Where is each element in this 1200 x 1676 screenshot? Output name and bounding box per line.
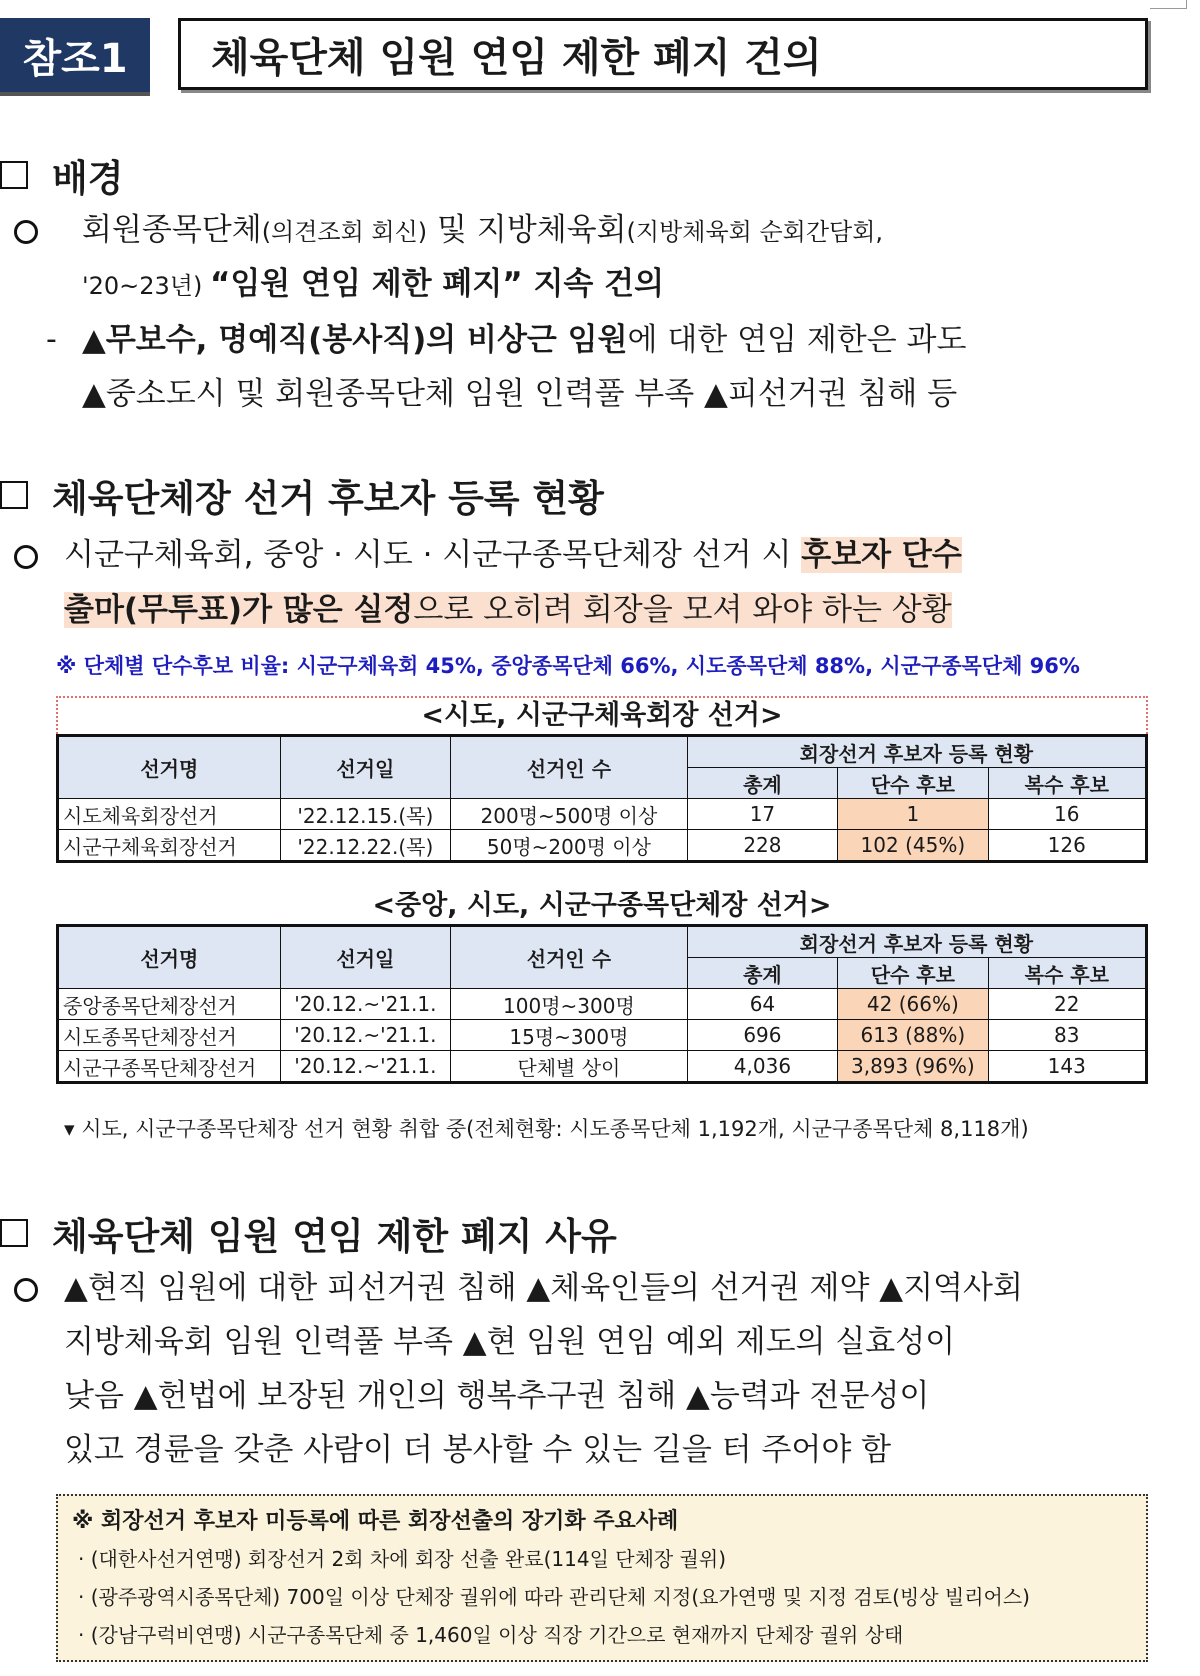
status-para-line1 (64, 533, 962, 577)
col-header-name: 선거명 (58, 736, 281, 799)
text-span: 지속 건의 (522, 266, 665, 302)
table-footnote: ▾ 시도, 시군구종목단체장 선거 현황 취합 중(전체현황: 시도종목단체 1,192개, 시군구종목단체 8,118개) (64, 1117, 1029, 1141)
highlight-span: 으로 오히려 회장을 모셔 와야 하는 상황 (413, 592, 952, 628)
col-header-name: 선거명 (58, 926, 281, 989)
text-span: ▲무보수, 명예직(봉사직)의 비상근 임원 (82, 322, 628, 358)
text-span: 에 대한 연임 제한은 과도 (627, 322, 967, 358)
cell-total: 4,036 (687, 1051, 837, 1083)
table1-block (56, 696, 1148, 863)
cell-date: '20.12.~'21.1. (280, 1020, 450, 1051)
cell-name: 시도체육회장선거 (58, 799, 281, 830)
cell-date: '22.12.22.(목) (280, 830, 450, 862)
col-header-single: 단수 후보 (838, 958, 988, 989)
table-row (58, 989, 1147, 1020)
dash-bullet: - (46, 322, 57, 357)
cell-single: 613 (88%) (838, 1020, 988, 1051)
text-span: 회원종목단체 (82, 212, 262, 248)
table1 (56, 734, 1148, 863)
background-dash-line1 (82, 318, 966, 362)
reasons-line4: 있고 경륜을 갖춘 사람이 더 봉사할 수 있는 길을 터 주어야 함 (64, 1432, 892, 1468)
document-title: 체육단체 임원 연임 제한 폐지 건의 (178, 18, 1148, 90)
cell-voters: 15명~300명 (451, 1020, 688, 1051)
cell-date: '20.12.~'21.1. (280, 1051, 450, 1083)
cell-total: 17 (687, 799, 837, 830)
case-item: · (강남구럭비연맹) 시군구종목단체 중 1,460일 이상 직장 기간으로 현재까지 단체장 궐위 상태 (78, 1623, 904, 1647)
cell-name: 중앙종목단체장선거 (58, 989, 281, 1020)
col-header-total: 총계 (687, 768, 837, 799)
ratio-note: ※ 단체별 단수후보 비율: 시군구체육회 45%, 중앙종목단체 66%, 시도종목단체 88%, 시군구종목단체 96% (56, 654, 1080, 678)
checkbox-square-icon (0, 161, 28, 189)
text-span: (의견조회 회신) (261, 218, 428, 246)
cell-name: 시도종목단체장선거 (58, 1020, 281, 1051)
cell-total: 696 (687, 1020, 837, 1051)
highlight-span: 후보자 단수 (801, 537, 962, 573)
background-dash-line2: ▲중소도시 및 회원종목단체 임원 인력풀 부족 ▲피선거권 침해 등 (82, 376, 958, 412)
text-span: 및 지방체육회 (427, 212, 627, 248)
col-header-total: 총계 (687, 958, 837, 989)
cell-voters: 50명~200명 이상 (451, 830, 688, 862)
table1-title: <시도, 시군구체육회장 선거> (56, 696, 1148, 734)
table2-title: <중앙, 시도, 시군구종목단체장 선거> (372, 890, 832, 921)
table2-block (56, 888, 1148, 1084)
cell-multi: 143 (988, 1051, 1146, 1083)
table-row (58, 830, 1147, 862)
section-heading-text: 배경 (52, 157, 124, 200)
case-item: · (대한사선거연맹) 회장선거 2회 차에 회장 선출 완료(114일 단체장 궐위) (78, 1547, 727, 1571)
cell-single: 3,893 (96%) (838, 1051, 988, 1083)
section-heading-text: 체육단체 임원 연임 제한 폐지 사유 (52, 1215, 617, 1258)
table-row (58, 1020, 1147, 1051)
cell-name: 시군구체육회장선거 (58, 830, 281, 862)
reasons-line1: ▲현직 임원에 대한 피선거권 침해 ▲체육인들의 선거권 제약 ▲지역사회 (64, 1270, 1023, 1306)
status-para-line2 (64, 588, 952, 632)
circle-bullet-icon (14, 1278, 38, 1302)
cell-multi: 16 (988, 799, 1146, 830)
col-header-group: 회장선거 후보자 등록 현황 (687, 736, 1146, 768)
text-span: (지방체육회 순회간담회, (626, 218, 884, 246)
text-span: “임원 연임 제한 폐지” (209, 266, 523, 302)
text-span: '20~23년) (82, 272, 210, 300)
corner-mark (1150, 0, 1187, 9)
circle-bullet-icon (14, 220, 38, 244)
cell-total: 64 (687, 989, 837, 1020)
cell-date: '20.12.~'21.1. (280, 989, 450, 1020)
reference-tag: 참조1 (0, 18, 150, 96)
table-row (58, 1051, 1147, 1083)
table2 (56, 924, 1148, 1084)
cell-multi: 83 (988, 1020, 1146, 1051)
reasons-line3: 낮음 ▲헌법에 보장된 개인의 행복추구권 침해 ▲능력과 전문성이 (64, 1378, 930, 1414)
col-header-multi: 복수 후보 (988, 958, 1146, 989)
table-row (58, 799, 1147, 830)
col-header-date: 선거일 (280, 926, 450, 989)
col-header-single: 단수 후보 (838, 768, 988, 799)
cell-voters: 200명~500명 이상 (451, 799, 688, 830)
cell-single: 42 (66%) (838, 989, 988, 1020)
cell-voters: 단체별 상이 (451, 1051, 688, 1083)
highlight-span: 출마(무투표)가 많은 실정 (64, 592, 414, 628)
col-header-voters: 선거인 수 (451, 736, 688, 799)
text-span: 시군구체육회, 중앙 · 시도 · 시군구종목단체장 선거 시 (64, 537, 802, 573)
cell-voters: 100명~300명 (451, 989, 688, 1020)
section-heading-reasons (0, 1206, 617, 1260)
section-heading-status (0, 468, 604, 522)
cell-date: '22.12.15.(목) (280, 799, 450, 830)
cases-title: ※ 회장선거 후보자 미등록에 따른 회장선출의 장기화 주요사례 (72, 1509, 679, 1534)
cell-single: 102 (45%) (838, 830, 988, 862)
col-header-group: 회장선거 후보자 등록 현황 (687, 926, 1146, 958)
col-header-date: 선거일 (280, 736, 450, 799)
cell-single: 1 (838, 799, 988, 830)
case-item: · (광주광역시종목단체) 700일 이상 단체장 궐위에 따라 관리단체 지정(요가연맹 및 지정 검토(빙상 빌리어스) (78, 1585, 1030, 1609)
section-heading-background (0, 148, 123, 202)
section-heading-text: 체육단체장 선거 후보자 등록 현황 (52, 477, 604, 520)
checkbox-square-icon (0, 1219, 28, 1247)
circle-bullet-icon (14, 545, 38, 569)
cases-box (56, 1494, 1148, 1662)
background-para-line2 (82, 262, 664, 308)
cell-multi: 22 (988, 989, 1146, 1020)
checkbox-square-icon (0, 481, 28, 509)
cell-multi: 126 (988, 830, 1146, 862)
reasons-line2: 지방체육회 임원 인력풀 부족 ▲현 임원 연임 예외 제도의 실효성이 (64, 1324, 956, 1360)
col-header-voters: 선거인 수 (451, 926, 688, 989)
cell-name: 시군구종목단체장선거 (58, 1051, 281, 1083)
background-para-line1 (82, 208, 883, 254)
col-header-multi: 복수 후보 (988, 768, 1146, 799)
cell-total: 228 (687, 830, 837, 862)
